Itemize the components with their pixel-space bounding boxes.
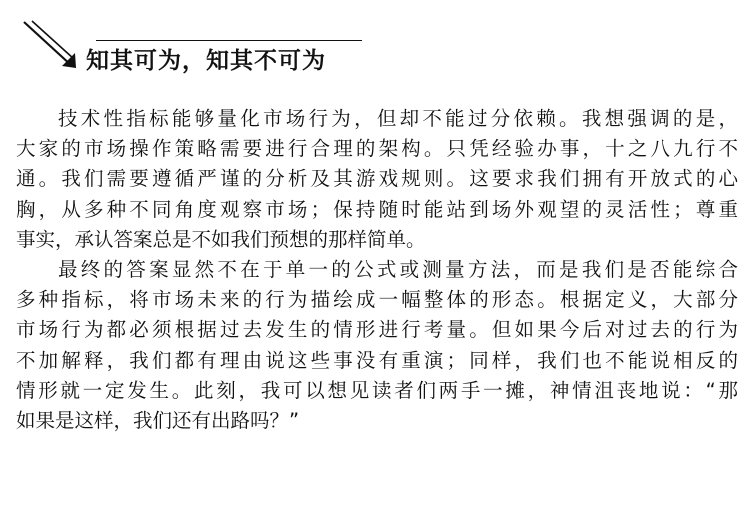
text-line: 大家的市场操作策略需要进行合理的架构。只凭经验办事，十之八九行不 (16, 137, 738, 161)
text-line: 事实，承认答案总是不如我们预想的那样简单。 (16, 227, 426, 251)
text-line: 通。我们需要遵循严谨的分析及其游戏规则。这要求我们拥有开放式的心 (16, 167, 738, 191)
text-line: 如果是这样，我们还有出路吗？” (16, 408, 300, 432)
text-line: 情形就一定发生。此刻，我可以想见读者们两手一摊，神情沮丧地说：“那 (16, 378, 738, 402)
text-line: 胸，从多种不同角度观察市场；保持随时能站到场外观望的灵活性；尊重 (16, 197, 738, 221)
text-line: 技术性指标能够量化市场行为，但却不能过分依赖。我想强调的是， (58, 107, 738, 130)
body-text (16, 104, 738, 436)
text-line: 市场行为都必须根据过去发生的情形进行考量。但如果今后对过去的行为 (16, 318, 738, 342)
paragraph-2 (16, 255, 738, 436)
paragraph-1 (16, 104, 738, 255)
title-rule (96, 40, 362, 41)
text-line: 不加解释，我们都有理由说这些事没有重演；同样，我们也不能说相反的 (16, 348, 738, 372)
text-line: 多种指标，将市场未来的行为描绘成一幅整体的形态。根据定义，大部分 (16, 288, 738, 312)
corner-arrow-icon (20, 16, 82, 72)
text-line: 最终的答案显然不在于单一的公式或测量方法，而是我们是否能综合 (58, 257, 738, 281)
section-title: 知其可为，知其不可为 (86, 48, 326, 74)
